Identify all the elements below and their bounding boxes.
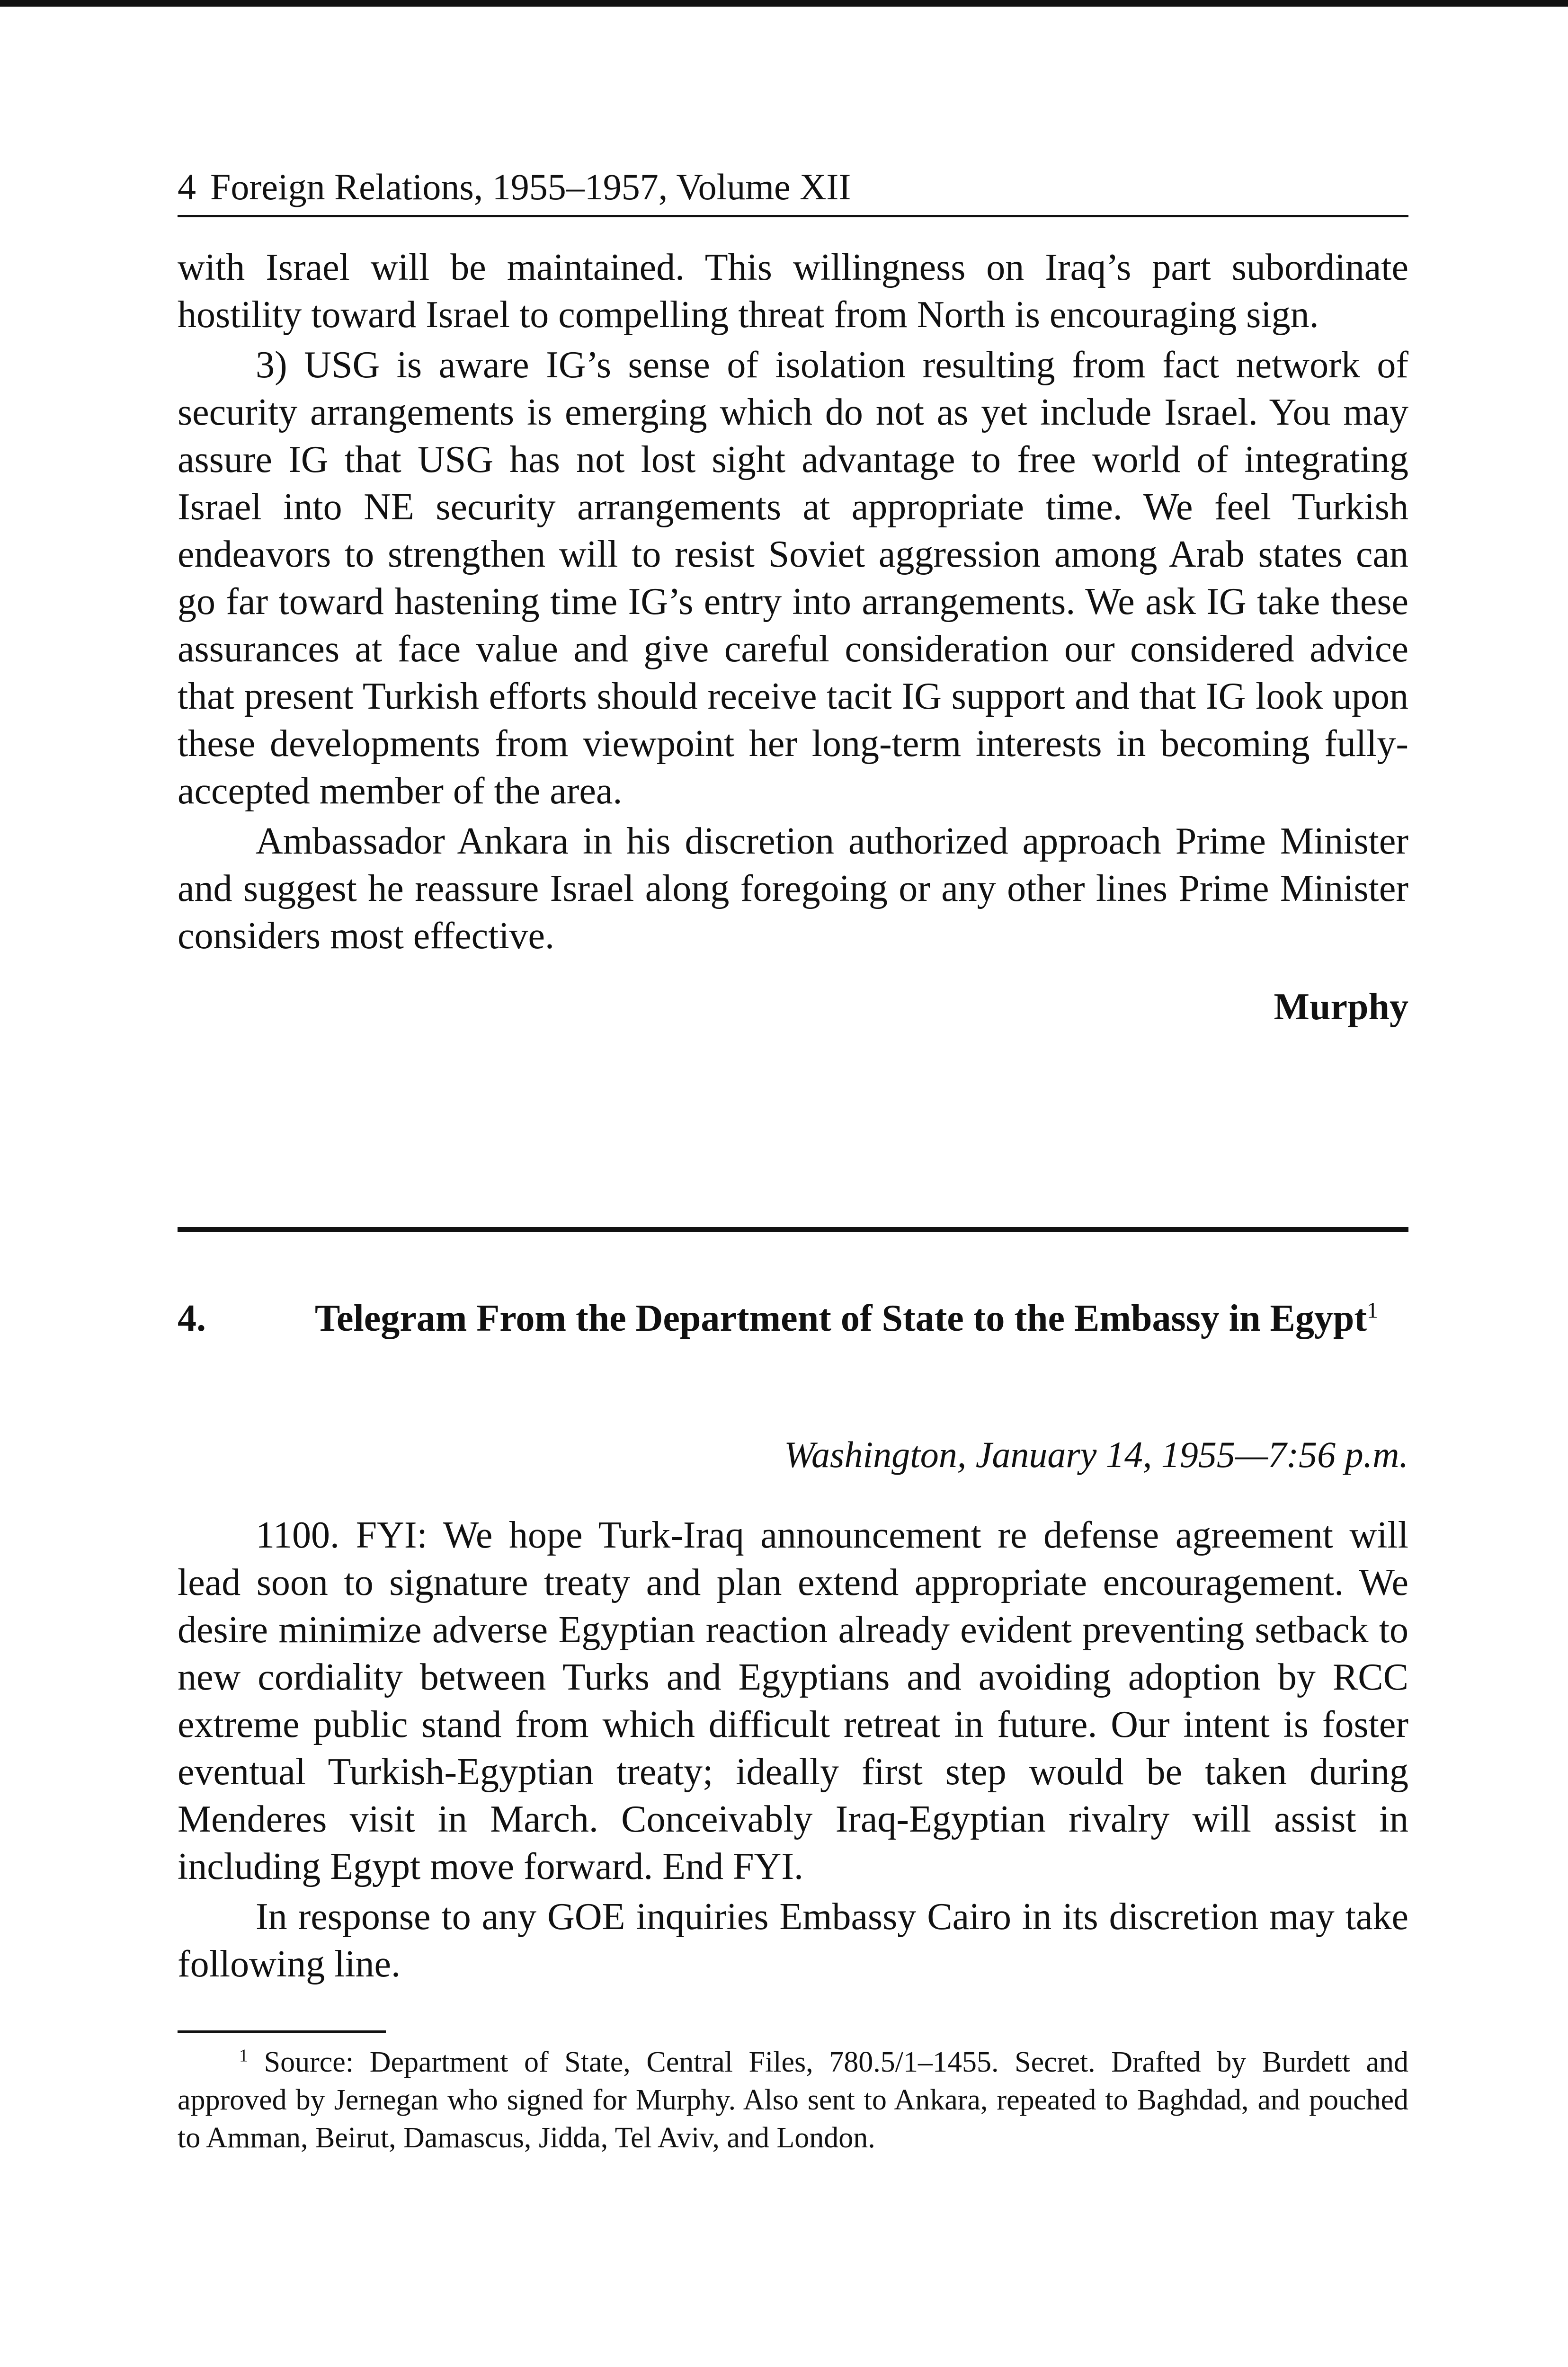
dateline: Washington, January 14, 1955—7:56 p.m. xyxy=(784,1434,1408,1475)
paragraph: Ambassador Ankara in his discretion authorized approach Prime Minister and suggest he reassure Israel along foregoing or any other lines Prime Minister considers most effective. xyxy=(178,820,1408,957)
running-title: Foreign Relations, 1955–1957, Volume XII xyxy=(210,166,851,207)
paragraph: with Israel will be maintained. This willingness on Iraq’s part subordinate hostility toward Israel to compelling threat from North is encouraging sign. xyxy=(178,247,1408,336)
paragraph: In response to any GOE inquiries Embassy Cairo in its discretion may take following line. xyxy=(178,1896,1408,1985)
footnote-reference[interactable]: 1 xyxy=(1367,1298,1378,1323)
footnote-text: Source: Department of State, Central Files, 780.5/1–1455. Secret. Drafted by Burdett and approved by Jernegan who signed for Murphy. Also sent to Ankara, repeated to Baghdad, and pouched to Amman, Beirut, Damascus, Jidda, Tel Aviv, and London. xyxy=(178,2046,1408,2154)
document-number: 4. xyxy=(178,1298,206,1339)
document-heading xyxy=(178,1296,1408,1341)
footnote-marker: 1 xyxy=(239,2046,248,2066)
document-text xyxy=(178,1512,1408,1988)
footnote xyxy=(178,2043,1408,2157)
document-title-block xyxy=(315,1296,1378,1341)
page xyxy=(178,161,1408,2157)
scan-top-edge xyxy=(0,0,1568,7)
paragraph: 3) USG is aware IG’s sense of isolation resulting from fact network of security arrangements is emerging which do not as yet include Israel. You may assure IG that USG has not lost sight advantage to free world of integrating Israel into NE security arrangements at appropriate time. We feel Turkish endeavors to strengthen will to resist Soviet aggression among Arab states can go far toward hastening time IG’s entry into arrangements. We ask IG take these assurances at face value and give careful consideration our considered advice that present Turkish efforts should receive tacit IG support and that IG look upon these developments from viewpoint her long-term interests in becoming fully-accepted member of the area. xyxy=(178,344,1408,812)
footnote-divider xyxy=(178,2030,386,2033)
signature: Murphy xyxy=(1274,986,1408,1028)
running-head xyxy=(178,161,1408,217)
continuation-text xyxy=(178,244,1408,960)
document-title: Telegram From the Department of State to the Embassy in Egypt xyxy=(315,1298,1367,1339)
paragraph: 1100. FYI: We hope Turk-Iraq announcement re defense agreement will lead soon to signature treaty and plan extend appropriate encouragement. We desire minimize adverse Egyptian reaction already evident preventing setback to new cordiality between Turks and Egyptians and avoiding adoption by RCC extreme public stand from which difficult retreat in future. Our intent is foster eventual Turkish-Egyptian treaty; ideally first step would be taken during Menderes visit in March. Conceivably Iraq-Egyptian rivalry will assist in including Egypt move forward. End FYI. xyxy=(178,1514,1408,1887)
page-number: 4 xyxy=(178,166,196,207)
section-divider xyxy=(178,1227,1408,1232)
